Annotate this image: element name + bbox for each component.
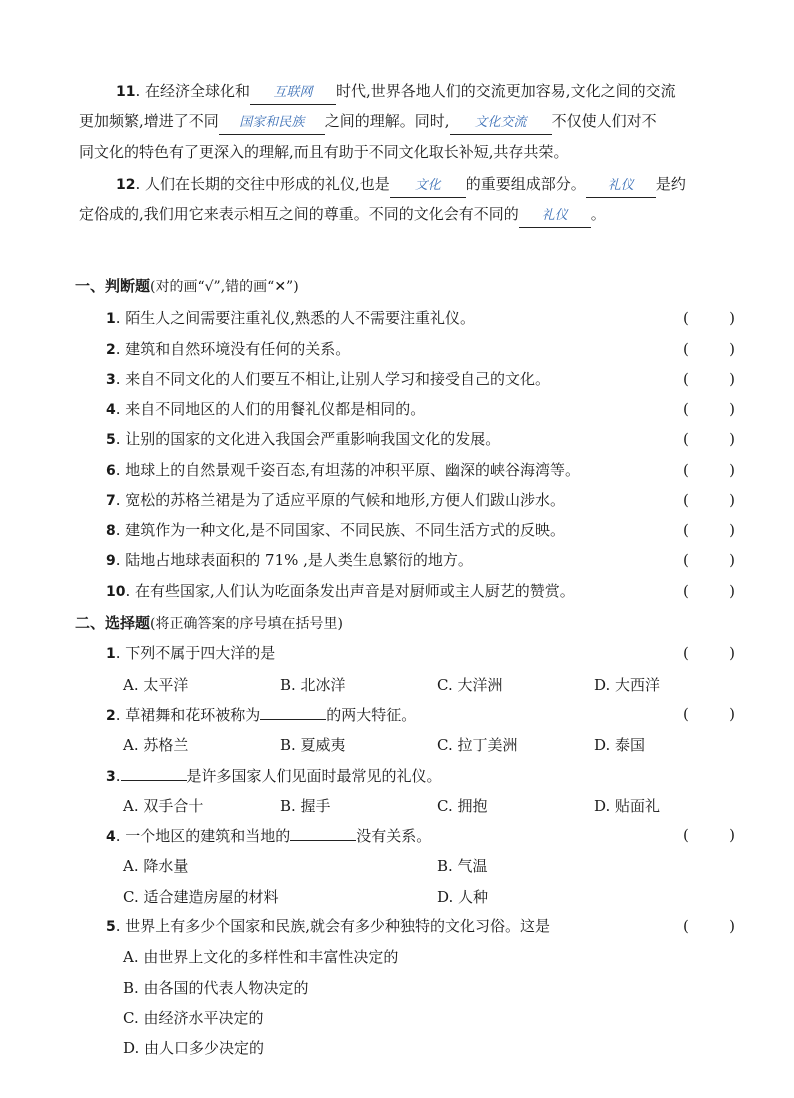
answer-paren[interactable]: ( ) — [683, 491, 735, 509]
choice-q1-number: 1 — [106, 646, 116, 662]
q11-answer-2: 国家和民族 — [219, 112, 325, 135]
judge-item — [0, 515, 794, 545]
choice-q5 — [0, 911, 794, 941]
choice-q5-option-b[interactable]: B. 由各国的代表人物决定的 — [123, 979, 309, 997]
judge-item-text: . 来自不同文化的人们要互不相让,让别人学习和接受自己的文化。 — [115, 370, 551, 388]
q12-line-2 — [0, 199, 794, 229]
choice-q2-option-b[interactable]: B. 夏威夷 — [280, 736, 346, 754]
answer-paren[interactable]: ( ) — [683, 400, 735, 418]
q12-text-3: 是约 — [655, 175, 686, 193]
choice-q3-option-d[interactable]: D. 贴面礼 — [594, 797, 661, 815]
choice-q2-blank — [260, 699, 326, 720]
choice-q1-option-c[interactable]: C. 大洋洲 — [437, 676, 503, 694]
judge-item-text: . 来自不同地区的人们的用餐礼仪都是相同的。 — [115, 400, 426, 418]
q12-line-1 — [0, 169, 794, 199]
choice-title-text: 二、选择题 — [75, 614, 151, 632]
choice-q1-option-d[interactable]: D. 大西洋 — [594, 676, 661, 694]
judge-item — [0, 424, 794, 454]
answer-paren[interactable]: ( ) — [683, 370, 735, 388]
q12-answer-2: 礼仪 — [586, 175, 656, 198]
choice-q1-option-a[interactable]: A. 太平洋 — [123, 676, 189, 694]
choice-q4-number: 4 — [106, 829, 116, 845]
choice-q3-option-a[interactable]: A. 双手合十 — [123, 797, 204, 815]
answer-paren[interactable]: ( ) — [683, 644, 735, 662]
answer-paren[interactable]: ( ) — [683, 826, 735, 844]
answer-paren[interactable]: ( ) — [683, 309, 735, 327]
choice-q3-blank — [121, 760, 187, 781]
choice-q5-text: . 世界上有多少个国家和民族,就会有多少种独特的文化习俗。这是 — [115, 917, 551, 935]
choice-q3-text-pre: . — [115, 767, 121, 785]
q12-text-2: 的重要组成部分。 — [465, 175, 586, 193]
judge-section-title — [75, 275, 299, 296]
q12-text-4: 定俗成的,我们用它来表示相互之间的尊重。不同的文化会有不同的 — [79, 205, 519, 223]
q11-line-2 — [0, 106, 794, 136]
judge-title-text: 一、判断题 — [75, 277, 151, 295]
choice-q4-blank — [290, 820, 356, 841]
choice-q1-option-b[interactable]: B. 北冰洋 — [280, 676, 346, 694]
q11-text-1: . 在经济全球化和 — [135, 82, 251, 100]
q11-number: 11 — [116, 84, 136, 100]
q11-text-5: 不仅使人们对不 — [551, 112, 657, 130]
choice-q3-text-post: 是许多国家人们见面时最常见的礼仪。 — [186, 767, 442, 785]
answer-paren[interactable]: ( ) — [683, 917, 735, 935]
judge-item-text: . 建筑和自然环境没有任何的关系。 — [115, 340, 351, 358]
judge-item-text: . 建筑作为一种文化,是不同国家、不同民族、不同生活方式的反映。 — [115, 521, 566, 539]
judge-item-number: 8 — [106, 523, 116, 539]
choice-q4-option-d[interactable]: D. 人种 — [437, 888, 489, 906]
q11-answer-3: 文化交流 — [450, 112, 552, 135]
answer-paren[interactable]: ( ) — [683, 551, 735, 569]
choice-q1-text: . 下列不属于四大洋的是 — [115, 644, 276, 662]
judge-note: (对的画“√”,错的画“✕”) — [150, 279, 299, 295]
judge-item-text: . 在有些国家,人们认为吃面条发出声音是对厨师或主人厨艺的赞赏。 — [125, 582, 575, 600]
judge-item-number: 7 — [106, 493, 116, 509]
judge-item — [0, 576, 794, 606]
choice-q3-option-c[interactable]: C. 拥抱 — [437, 797, 488, 815]
judge-item-number: 9 — [106, 553, 116, 569]
choice-q4-text-pre: . 一个地区的建筑和当地的 — [115, 827, 291, 845]
choice-q2-option-c[interactable]: C. 拉丁美洲 — [437, 736, 518, 754]
choice-q4-text-post: 没有关系。 — [356, 827, 432, 845]
choice-q4-option-a[interactable]: A. 降水量 — [123, 857, 189, 875]
q12-answer-1: 文化 — [390, 175, 466, 198]
q12-text-5: 。 — [590, 205, 606, 223]
judge-item-number: 5 — [106, 432, 116, 448]
answer-paren[interactable]: ( ) — [683, 430, 735, 448]
q12-answer-3: 礼仪 — [519, 205, 591, 228]
answer-paren[interactable]: ( ) — [683, 461, 735, 479]
answer-paren[interactable]: ( ) — [683, 582, 735, 600]
judge-item-text: . 陆地占地球表面积的 71% ,是人类生息繁衍的地方。 — [115, 551, 473, 569]
choice-q5-option-a[interactable]: A. 由世界上文化的多样性和丰富性决定的 — [123, 948, 399, 966]
judge-item-number: 3 — [106, 372, 116, 388]
judge-item-text: . 让别的国家的文化进入我国会严重影响我国文化的发展。 — [115, 430, 501, 448]
q11-line-1 — [0, 76, 794, 106]
judge-item — [0, 485, 794, 515]
judge-item-text: . 陌生人之间需要注重礼仪,熟悉的人不需要注重礼仪。 — [115, 309, 476, 327]
judge-item-number: 10 — [106, 584, 126, 600]
q11-text-6: 同文化的特色有了更深入的理解,而且有助于不同文化取长补短,共存共荣。 — [79, 143, 569, 161]
judge-item — [0, 394, 794, 424]
judge-item-number: 6 — [106, 463, 116, 479]
choice-q3-option-b[interactable]: B. 握手 — [280, 797, 331, 815]
q11-answer-1: 互联网 — [250, 82, 336, 105]
choice-q3 — [0, 760, 794, 790]
judge-item-text: . 地球上的自然景观千姿百态,有坦荡的冲积平原、幽深的峡谷海湾等。 — [115, 461, 581, 479]
judge-item — [0, 334, 794, 364]
judge-item-number: 1 — [106, 311, 116, 327]
q12-text-1: . 人们在长期的交往中形成的礼仪,也是 — [135, 175, 390, 193]
choice-q5-option-c[interactable]: C. 由经济水平决定的 — [123, 1009, 264, 1027]
choice-q5-number: 5 — [106, 919, 116, 935]
answer-paren[interactable]: ( ) — [683, 521, 735, 539]
judge-item — [0, 545, 794, 575]
q11-line-3 — [0, 137, 794, 167]
q11-text-3: 更加频繁,增进了不同 — [79, 112, 219, 130]
choice-q4 — [0, 820, 794, 850]
choice-q2-text-pre: . 草裙舞和花环被称为 — [115, 706, 261, 724]
choice-section-title — [75, 612, 343, 633]
answer-paren[interactable]: ( ) — [683, 340, 735, 358]
judge-item — [0, 364, 794, 394]
choice-q4-option-b[interactable]: B. 气温 — [437, 857, 488, 875]
q11-text-4: 之间的理解。同时, — [324, 112, 450, 130]
answer-paren[interactable]: ( ) — [683, 705, 735, 723]
choice-q2 — [0, 699, 794, 729]
choice-q2-text-post: 的两大特征。 — [326, 706, 417, 724]
judge-item-number: 4 — [106, 402, 116, 418]
choice-q2-number: 2 — [106, 708, 116, 724]
choice-q5-option-d[interactable]: D. 由人口多少决定的 — [123, 1039, 265, 1057]
choice-q2-option-d[interactable]: D. 泰国 — [594, 736, 646, 754]
choice-q2-option-a[interactable]: A. 苏格兰 — [123, 736, 189, 754]
choice-q1 — [0, 638, 794, 668]
choice-q3-number: 3 — [106, 769, 116, 785]
judge-item-number: 2 — [106, 342, 116, 358]
choice-note: (将正确答案的序号填在括号里) — [150, 616, 343, 632]
q12-number: 12 — [116, 177, 136, 193]
q11-text-2: 时代,世界各地人们的交流更加容易,文化之间的交流 — [336, 82, 676, 100]
judge-item — [0, 455, 794, 485]
judge-item-text: . 宽松的苏格兰裙是为了适应平原的气候和地形,方便人们跋山涉水。 — [115, 491, 566, 509]
judge-item — [0, 303, 794, 333]
choice-q4-option-c[interactable]: C. 适合建造房屋的材料 — [123, 888, 279, 906]
